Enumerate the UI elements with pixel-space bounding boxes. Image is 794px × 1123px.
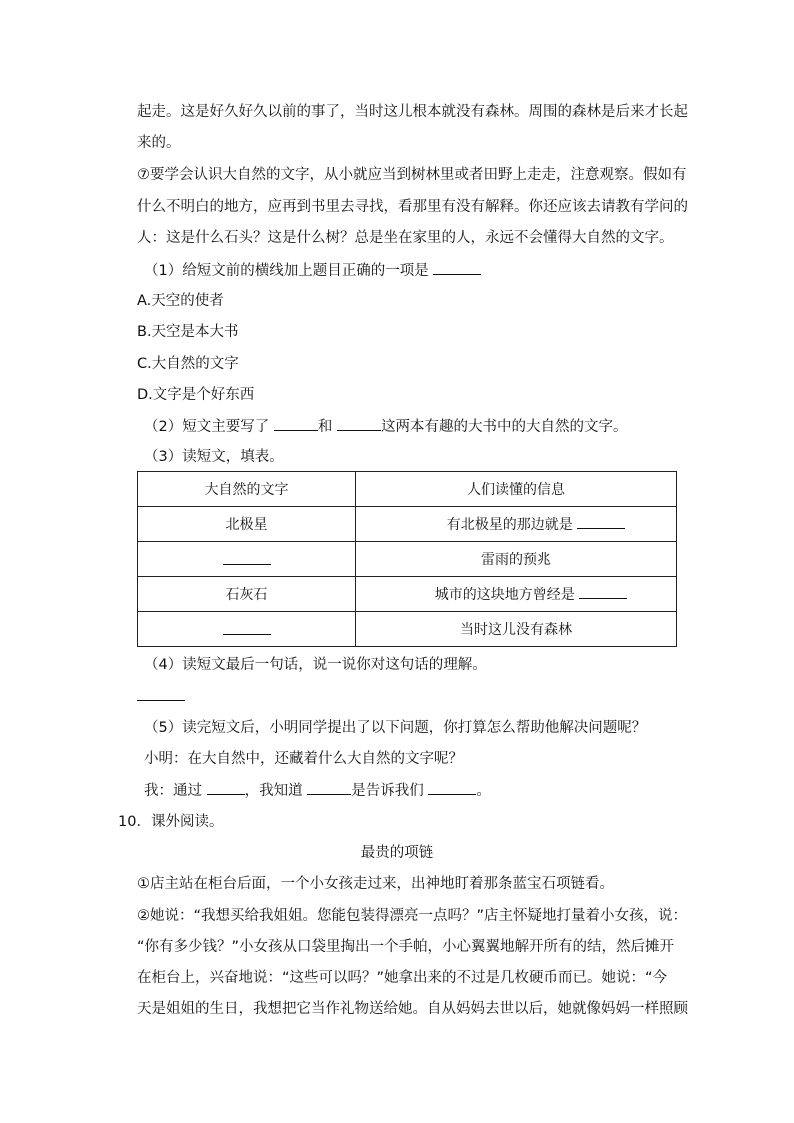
- table-cell: [138, 542, 356, 577]
- table-cell: 雷雨的预兆: [356, 542, 677, 577]
- passage-line: ⑦要学会认识大自然的文字，从小就应当到树林里或者田野上走走，注意观察。假如有: [137, 167, 687, 183]
- table-header: 人们读懂的信息: [356, 472, 677, 507]
- reading-paragraph: ①店主站在柜台后面，一个小女孩走过来，出神地盯着那条蓝宝石项链看。: [137, 876, 614, 892]
- question-10-label: 10．课外阅读。: [118, 814, 224, 830]
- table-cell: 当时这儿没有森林: [356, 612, 677, 647]
- question-2: （2）短文主要写了 和 这两本有趣的大书中的大自然的文字。: [144, 416, 627, 437]
- table-cell: 城市的这块地方曾经是: [356, 577, 677, 612]
- question-1-option: D.文字是个好东西: [137, 387, 255, 403]
- table-row: [138, 612, 677, 647]
- passage-line: 起走。这是好久好久以前的事了，当时这儿根本就没有森林。周围的森林是后来才长起: [137, 104, 688, 120]
- answer-blank[interactable]: [307, 780, 351, 795]
- question-1-stem: （1）给短文前的横线加上题目正确的一项是: [144, 260, 481, 281]
- reading-paragraph: ②她说：“我想买给我姐姐。您能包装得漂亮一点吗？”店主怀疑地打量着小女孩，说：: [137, 908, 688, 924]
- passage-line: 什么不明白的地方，应再到书里去寻找，看那里有没有解释。你还应该去请教有学问的: [137, 199, 688, 215]
- question-1-option: B.天空是本大书: [137, 324, 239, 340]
- table-cell: 有北极星的那边就是: [356, 507, 677, 542]
- answer-blank[interactable]: [433, 260, 481, 275]
- reading-paragraph: 天是姐姐的生日，我想把它当作礼物送给她。自从妈妈去世以后，她就像妈妈一样照顾: [137, 1001, 688, 1017]
- passage-line: 来的。: [137, 135, 181, 151]
- table-cell: 石灰石: [138, 577, 356, 612]
- table-cell: [138, 612, 356, 647]
- fill-in-table: [137, 471, 677, 647]
- answer-blank[interactable]: [274, 416, 318, 431]
- question-5-xiaoming: 小明：在大自然中，还藏着什么大自然的文字呢？: [144, 751, 463, 767]
- table-header-row: [138, 472, 677, 507]
- question-3-stem: （3）读短文，填表。: [144, 449, 284, 465]
- question-5-answer: 我：通过 ，我知道 是告诉我们 。: [144, 780, 491, 801]
- answer-blank[interactable]: [337, 416, 381, 431]
- table-row: [138, 577, 677, 612]
- table-row: [138, 507, 677, 542]
- answer-blank[interactable]: [207, 780, 245, 795]
- answer-blank[interactable]: [428, 780, 476, 795]
- question-4-answer-line[interactable]: [137, 686, 185, 707]
- answer-blank[interactable]: [223, 550, 271, 565]
- reading-title: 最贵的项链: [360, 845, 434, 861]
- answer-blank[interactable]: [223, 620, 271, 635]
- question-1-option: C.大自然的文字: [137, 356, 239, 372]
- question-1-option: A.天空的使者: [137, 293, 224, 309]
- reading-paragraph: 在柜台上，兴奋地说：“这些可以吗？”她拿出来的不过是几枚硬币而已。她说：“今: [137, 970, 668, 986]
- question-5-stem: （5）读完短文后，小明同学提出了以下问题，你打算怎么帮助他解决问题呢？: [144, 720, 647, 736]
- answer-blank[interactable]: [137, 686, 185, 701]
- reading-paragraph: “你有多少钱？”小女孩从口袋里掏出一个手帕，小心翼翼地解开所有的结，然后摊开: [137, 939, 675, 955]
- question-4-stem: （4）读短文最后一句话，说一说你对这句话的理解。: [144, 657, 487, 673]
- answer-blank[interactable]: [579, 584, 627, 599]
- passage-line: 人：这是什么石头？这是什么树？总是坐在家里的人，永远不会懂得大自然的文字。: [137, 230, 674, 246]
- table-row: [138, 542, 677, 577]
- table-cell: 北极星: [138, 507, 356, 542]
- table-header: 大自然的文字: [138, 472, 356, 507]
- answer-blank[interactable]: [577, 514, 625, 529]
